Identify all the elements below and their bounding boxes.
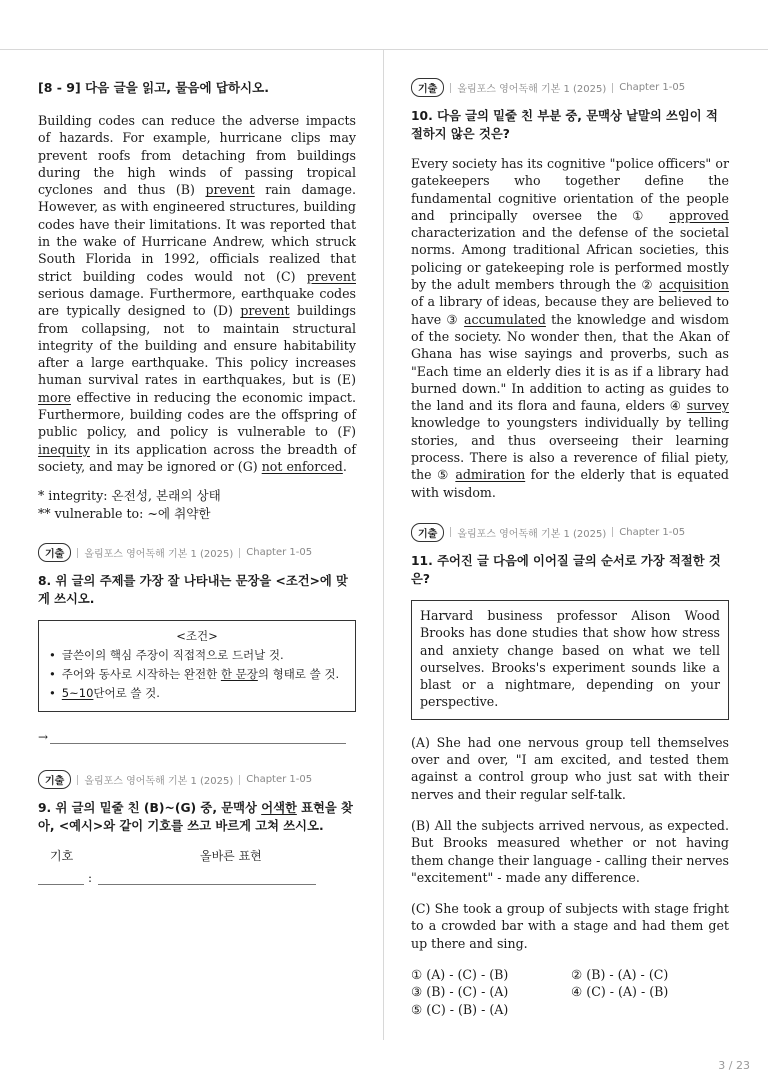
underlined-d: prevent [240,303,290,319]
passage-text: rain damage. However, as with engineered structures, building codes have their limitations. It was reported that in the wake of Hurricane Andrew, which struck South Florida in 1992, officials realized that strict building codes would not (C) [38,182,356,284]
condition-3: • 5~10단어로 쓸 것. [49,684,345,703]
source-row-q11 [411,523,729,542]
passage-text: effective in reducing the economic impact. Furthermore, building codes are the offspring of public policy, and policy is vulnerable to (F) [38,389,356,440]
q9-title: 9. 위 글의 밑줄 친 (B)~(G) 중, 문맥상 어색한 표현을 찾아, <예시>와 같이 기호를 쓰고 바르게 고쳐 쓰시오. [38,801,353,834]
past-exam-tag: 기출 [411,78,444,97]
underlined-b: prevent [205,182,255,198]
conditions-box [38,620,356,712]
choice-3[interactable]: ③ (B) - (C) - (A) [411,984,509,1000]
chapter-label: Chapter 1-05 [246,547,313,559]
passage-text: in its application across the breadth of society, and may be ignored or (G) [38,441,356,474]
correct-expression-label: 올바른 표현 [200,849,262,864]
passage-gatekeepers: Every society has its cognitive "police officers" or gatekeepers who together define the fundamental cognitive orientation of the people and principally oversee the ① approved characterization and the defense of the societal norms. Among traditional African societies, this policing or gatekeeping role is performed mostly by the adult members through the ② acquisition of a library of ideas, because they are believed to have ③ accumulated the knowledge and wisdom of the society. No wonder then, that the Akan of Ghana has wise sayings and proverbs, such as "Each time an elderly dies it is as if a library had burned down." In addition to acting as guides to the land and its flora and fauna, elders ④ survey knowledge to youngsters individually by telling stories, and thus overseeing their learning process. There is also a reverence of filial piety, the ⑤ admiration for the elderly that is equated with wisdom. [411,156,730,500]
expression-blank[interactable] [98,870,316,885]
choice-5[interactable]: ⑤ (C) - (B) - (A) [411,1001,509,1017]
source-row-q9 [38,770,356,789]
symbol-label: 기호 [50,849,74,864]
condition-1: • 글쓴이의 핵심 주장이 직접적으로 드러날 것. [49,646,345,665]
underlined-1: approved [669,207,729,223]
answer-blank[interactable] [50,733,346,744]
q8-answer-line[interactable] [38,730,356,744]
q11-title: 11. 주어진 글 다음에 이어질 글의 순서로 가장 적절한 것은? [411,553,721,586]
choice-4[interactable]: ④ (C) - (A) - (B) [571,984,669,1000]
page-number: 3 / 23 [718,1059,750,1072]
passage-text: . [342,458,347,474]
underlined-g: not enforced [261,458,343,474]
passage-text: serious damage. Furthermore, earthquake codes are typically designed to (D) [38,285,356,319]
q8-title: 8. 위 글의 주제를 가장 잘 나타내는 문장을 <조건>에 맞게 쓰시오. [38,574,348,607]
choice-2[interactable]: ② (B) - (A) - (C) [571,966,669,982]
underlined-5: admiration [455,467,526,483]
q9-answer-header [38,847,356,864]
underlined-4: survey [686,398,729,414]
chapter-label: Chapter 1-05 [619,526,686,538]
arrow-icon: → [38,730,49,745]
conditions-title: <조건> [176,629,218,644]
passage-text: buildings from collapsing, not to maintain structural integrity of the building and ensure habitability after a large earthquake. This policy increases human survival rates in earthquakes, but is (E) [38,303,356,388]
chapter-label: Chapter 1-05 [619,82,686,93]
underlined-3: accumulated [464,311,546,327]
source-label: 올림포스 영어독해 기본 1 (2025) [457,84,607,95]
source-label: 올림포스 영어독해 기본 1 (2025) [457,528,607,540]
choice-1[interactable]: ① (A) - (C) - (B) [411,966,509,982]
glossary [38,487,356,523]
past-exam-tag: 기출 [38,543,71,562]
q10-title: 10. 다음 글의 밑줄 친 부분 중, 문맥상 낱말의 쓰임이 적절하지 않은 것은? [411,109,718,141]
paragraph-c: (C) She took a group of subjects with stage fright to a crowded bar with a stage and had them get up there and sing. [411,901,729,951]
right-column [411,78,729,1018]
source-row-q10 [411,78,729,97]
source-label: 올림포스 영어독해 기본 1 (2025) [84,776,234,788]
separator [450,83,451,93]
separator [612,527,613,537]
symbol-blank[interactable] [38,870,84,885]
source-label: 올림포스 영어독해 기본 1 (2025) [84,549,234,561]
separator [239,775,240,785]
given-text-box: Harvard business professor Alison Wood Brooks has done studies that show how stress and anxiety change based on what we tell ourselves. Brooks's experiment sounds like a blast or a nightmare, depending on your perspective. [411,600,729,720]
q9-answer-lines [38,870,356,885]
underlined-f: inequity [38,441,90,457]
underlined-c: prevent [306,268,356,284]
passage-building-codes [38,112,356,475]
chapter-label: Chapter 1-05 [246,774,313,786]
paragraph-a: (A) She had one nervous group tell themselves over and over, "I am excited, and tested them against a control group who just sat with their nerves and their regular self-talk. [411,734,729,802]
left-column [38,78,356,885]
separator [77,775,78,785]
column-divider [383,50,384,1040]
passage-text: Building codes can reduce the adverse impacts of hazards. For example, hurricane clips may prevent roofs from detaching from buildings during the high winds of passing tropical cyclones and thus (B) [38,113,356,198]
top-rule [0,49,768,50]
source-row-q8 [38,543,356,562]
condition-2: • 주어와 동사로 시작하는 완전한 한 문장의 형태로 쓸 것. [49,665,345,684]
separator [239,548,240,558]
separator [77,548,78,558]
past-exam-tag: 기출 [411,523,444,542]
paragraph-b: (B) All the subjects arrived nervous, as expected. But Brooks measured whether or not having them change their language - calling their nerves "excitement" - made any difference. [411,817,729,885]
underlined-e: more [38,389,71,405]
section-header: [8 - 9] 다음 글을 읽고, 물음에 답하시오. [38,80,269,95]
separator [612,83,613,93]
separator [450,527,451,537]
underlined-2: acquisition [658,277,729,293]
gloss-integrity: * integrity: 온전성, 본래의 상태 [38,488,221,504]
answer-choices [411,966,729,1018]
colon: : [88,871,93,886]
gloss-vulnerable: ** vulnerable to: ~에 취약한 [38,506,211,522]
past-exam-tag: 기출 [38,770,71,789]
